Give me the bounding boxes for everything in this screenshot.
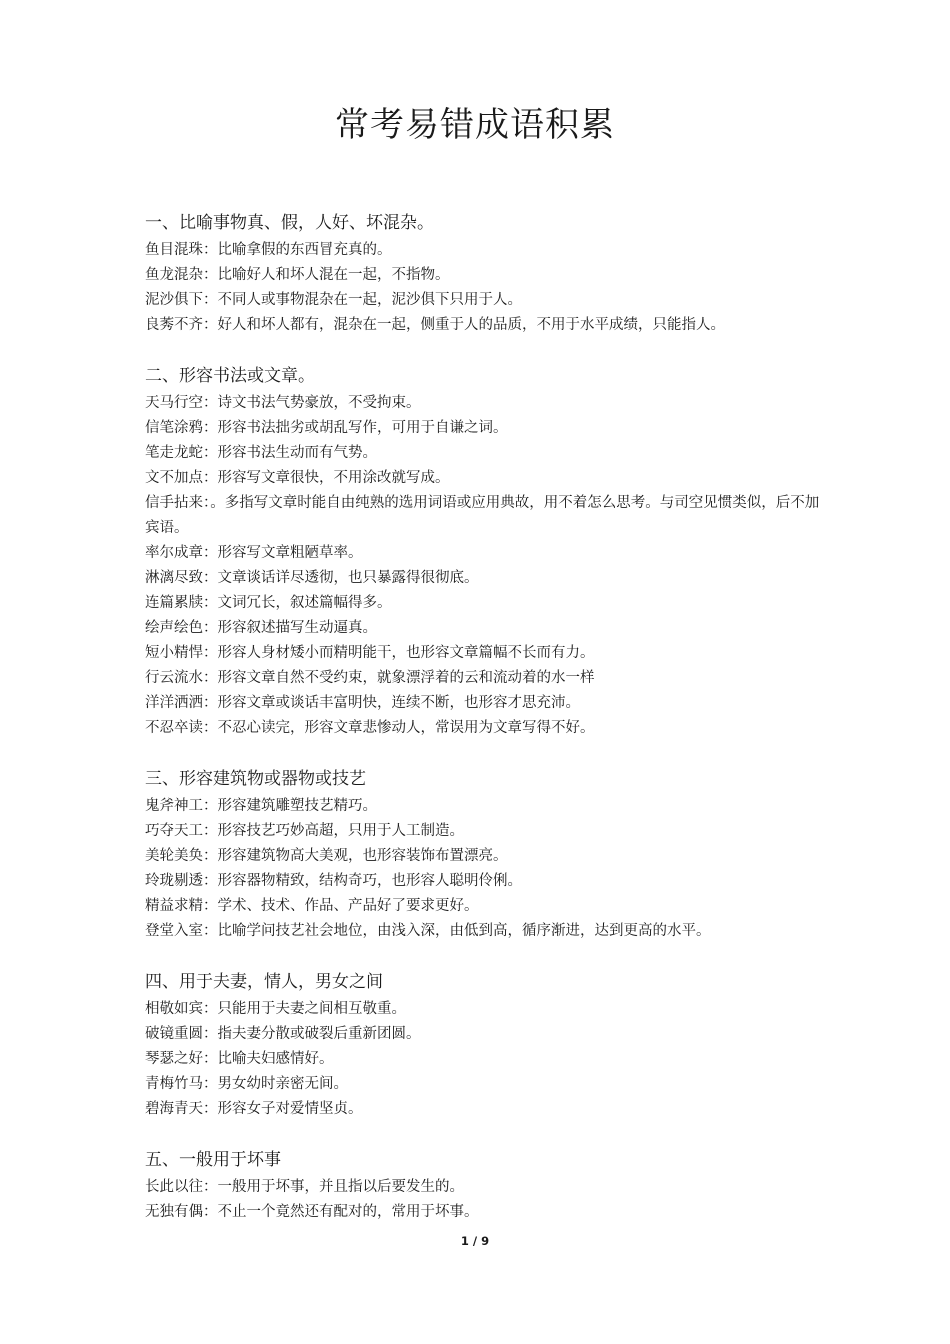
section-heading: 三、形容建筑物或器物或技艺 xyxy=(145,769,366,789)
idiom-entry: 天马行空：诗文书法气势豪放，不受拘束。 xyxy=(145,395,421,411)
section-3 xyxy=(145,765,825,944)
idiom-entry: 绘声绘色：形容叙述描写生动逼真。 xyxy=(145,620,377,636)
idiom-entry: 连篇累牍：文词冗长，叙述篇幅得多。 xyxy=(145,595,392,611)
idiom-entry: 相敬如宾：只能用于夫妻之间相互敬重。 xyxy=(145,1001,406,1017)
idiom-entry: 鬼斧神工：形容建筑雕塑技艺精巧。 xyxy=(145,798,377,814)
idiom-entry: 泥沙俱下：不同人或事物混杂在一起，泥沙俱下只用于人。 xyxy=(145,292,522,308)
idiom-entry: 信手拈来：。多指写文章时能自由纯熟的选用词语或应用典故，用不着怎么思考。与司空见惯类似，后不加宾语。 xyxy=(145,495,820,536)
idiom-entry: 行云流水：形容文章自然不受约束，就象漂浮着的云和流动着的水一样 xyxy=(145,670,595,686)
page-title: 常考易错成语积累 xyxy=(335,105,615,145)
document-body xyxy=(145,209,825,1249)
idiom-entry: 率尔成章：形容写文章粗陋草率。 xyxy=(145,545,363,561)
idiom-entry: 美轮美奂：形容建筑物高大美观，也形容装饰布置漂亮。 xyxy=(145,848,508,864)
page-number: 1 / 9 xyxy=(460,1234,490,1248)
idiom-entry: 登堂入室：比喻学问技艺社会地位，由浅入深，由低到高，循序渐进，达到更高的水平。 xyxy=(145,923,711,939)
idiom-entry: 笔走龙蛇：形容书法生动而有气势。 xyxy=(145,445,377,461)
idiom-entry: 信笔涂鸦：形容书法拙劣或胡乱写作，可用于自谦之词。 xyxy=(145,420,508,436)
idiom-entry: 淋漓尽致：文章谈话详尽透彻，也只暴露得很彻底。 xyxy=(145,570,479,586)
idiom-entry: 玲珑剔透：形容器物精致，结构奇巧，也形容人聪明伶俐。 xyxy=(145,873,522,889)
idiom-entry: 巧夺天工：形容技艺巧妙高超，只用于人工制造。 xyxy=(145,823,464,839)
section-heading: 一、比喻事物真、假，人好、坏混杂。 xyxy=(145,213,434,233)
idiom-entry: 不忍卒读：不忍心读完，形容文章悲惨动人，常误用为文章写得不好。 xyxy=(145,720,595,736)
idiom-entry: 鱼目混珠：比喻拿假的东西冒充真的。 xyxy=(145,242,392,258)
idiom-entry: 文不加点：形容写文章很快，不用涂改就写成。 xyxy=(145,470,450,486)
idiom-entry: 精益求精：学术、技术、作品、产品好了要求更好。 xyxy=(145,898,479,914)
idiom-entry: 良莠不齐：好人和坏人都有，混杂在一起，侧重于人的品质，不用于水平成绩，只能指人。 xyxy=(145,317,725,333)
section-heading: 二、形容书法或文章。 xyxy=(145,366,315,386)
idiom-entry: 洋洋洒洒：形容文章或谈话丰富明快，连续不断，也形容才思充沛。 xyxy=(145,695,580,711)
idiom-entry: 无独有偶：不止一个竟然还有配对的，常用于坏事。 xyxy=(145,1204,479,1220)
section-heading: 四、用于夫妻，情人，男女之间 xyxy=(145,972,383,992)
section-heading: 五、一般用于坏事 xyxy=(145,1150,281,1170)
idiom-entry: 长此以往：一般用于坏事，并且指以后要发生的。 xyxy=(145,1179,464,1195)
section-2 xyxy=(145,362,825,741)
section-4 xyxy=(145,968,825,1122)
section-1 xyxy=(145,209,825,338)
idiom-entry: 青梅竹马：男女幼时亲密无间。 xyxy=(145,1076,348,1092)
idiom-entry: 鱼龙混杂：比喻好人和坏人混在一起，不指物。 xyxy=(145,267,450,283)
idiom-entry: 琴瑟之好：比喻夫妇感情好。 xyxy=(145,1051,334,1067)
section-5 xyxy=(145,1146,825,1225)
idiom-entry: 短小精悍：形容人身材矮小而精明能干，也形容文章篇幅不长而有力。 xyxy=(145,645,595,661)
idiom-entry: 破镜重圆：指夫妻分散或破裂后重新团圆。 xyxy=(145,1026,421,1042)
idiom-entry: 碧海青天：形容女子对爱情坚贞。 xyxy=(145,1101,363,1117)
